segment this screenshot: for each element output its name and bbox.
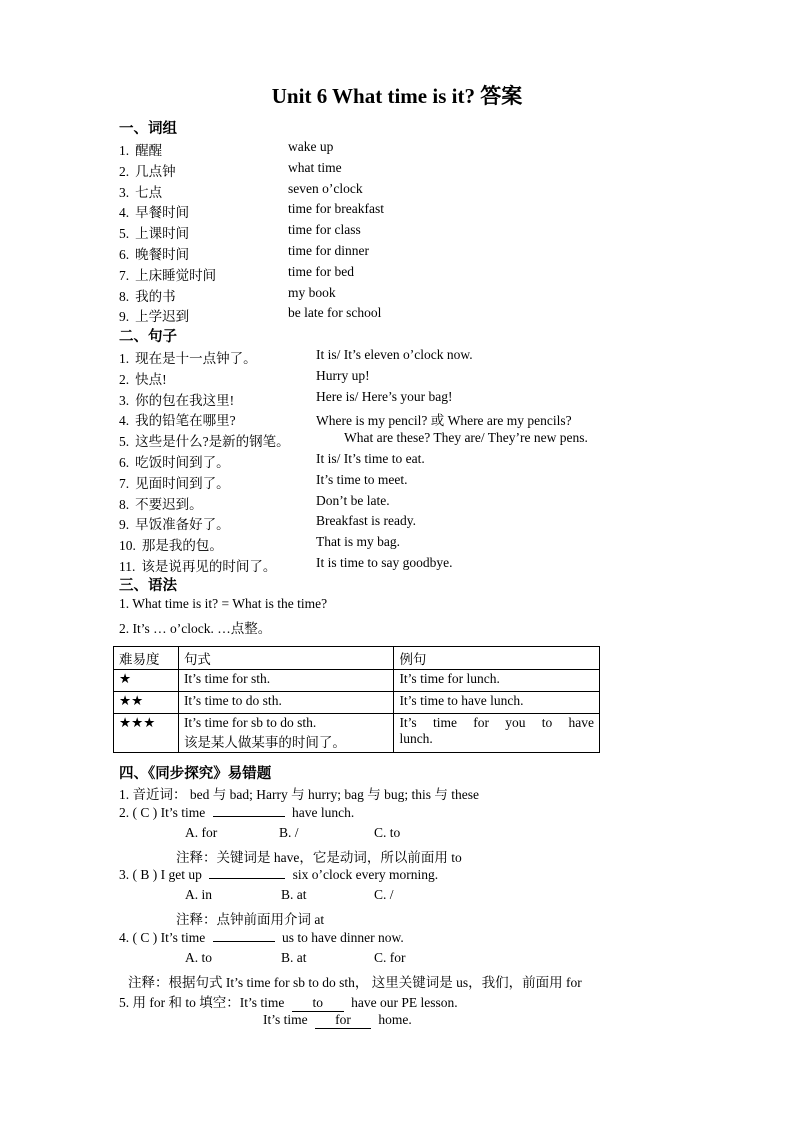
item-english: It is time to say goodbye. xyxy=(316,555,453,570)
filled-blank: to xyxy=(292,995,344,1012)
item-number: 3. xyxy=(119,392,130,408)
question-stem: 2. ( C ) It’s time xyxy=(119,805,206,820)
item-chinese-text: 上床睡觉时间 xyxy=(135,267,217,283)
item-number: 9. xyxy=(119,309,130,325)
section-heading-sentences: 二、句子 xyxy=(119,329,177,345)
item-chinese-text: 晚餐时间 xyxy=(135,247,190,262)
question-stem: 5. 用 for 和 to 填空：It’s time xyxy=(119,995,285,1010)
difficulty-stars: ★ xyxy=(114,670,179,692)
table-header-cell: 例句 xyxy=(394,647,600,670)
item-number: 7. xyxy=(119,475,130,491)
item-english: seven o’clock xyxy=(288,180,363,196)
item-chinese xyxy=(119,534,223,554)
item-chinese-text: 现在是十一点钟了。 xyxy=(135,351,257,366)
section-heading-phrases: 一、词组 xyxy=(119,121,177,137)
item-number: 1. xyxy=(119,143,130,158)
answer-blank xyxy=(213,929,275,942)
option: B. at xyxy=(281,887,307,902)
item-english: It’s time to meet. xyxy=(316,471,408,487)
item-number: 6. xyxy=(119,247,130,262)
answer-blank xyxy=(213,804,285,817)
item-chinese-text: 上学迟到 xyxy=(135,309,190,325)
note: 注释：根据句式 It’s time for sb to do sth， 这里关键词是 us，我们，前面用 for xyxy=(128,975,582,990)
item-number: 9. xyxy=(119,517,130,533)
item-chinese xyxy=(119,181,162,201)
item-chinese xyxy=(119,451,230,471)
item-chinese xyxy=(119,493,203,513)
item-chinese xyxy=(119,368,167,388)
item-number: 7. xyxy=(119,267,130,283)
sentence-pattern: It’s time for sth. xyxy=(178,670,394,692)
grammar-line: 2. It’s … o’clock. …点整。 xyxy=(119,621,272,636)
item-chinese-text: 吃饭时间到了。 xyxy=(135,455,230,470)
item-chinese-text: 我的书 xyxy=(135,288,176,304)
item-chinese xyxy=(119,201,189,221)
item-english: It is/ It’s eleven o’clock now. xyxy=(316,347,473,362)
question-stem: 3. ( B ) I get up xyxy=(119,867,202,882)
item-number: 4. xyxy=(119,205,130,221)
option: C. / xyxy=(374,887,394,902)
sentence-pattern: It’s time to do sth. xyxy=(178,692,394,714)
table-header-cell: 句式 xyxy=(178,647,394,670)
question-2 xyxy=(119,804,354,821)
example-sentence: It’s time for lunch. xyxy=(394,670,600,692)
option: A. to xyxy=(185,950,212,965)
grammar-line: 1. What time is it? = What is the time? xyxy=(119,596,328,611)
item-english: Hurry up! xyxy=(316,367,370,383)
difficulty-stars: ★★★ xyxy=(114,714,179,753)
item-chinese-text: 早餐时间 xyxy=(135,205,190,221)
page-title: Unit 6 What time is it? 答案 xyxy=(271,84,523,108)
question-stem-rest: have lunch. xyxy=(292,805,355,820)
item-number: 8. xyxy=(119,496,130,512)
item-chinese xyxy=(119,555,276,575)
item-number: 4. xyxy=(119,413,130,429)
question-3 xyxy=(119,866,438,883)
item-chinese-text: 见面时间到了。 xyxy=(135,475,230,491)
example-sentence: It’s time to have lunch. xyxy=(394,692,600,714)
item-english: time for dinner xyxy=(288,243,369,258)
section-heading-error-prone: 四、《同步探究》易错题 xyxy=(119,766,272,782)
item-number: 1. xyxy=(119,351,130,366)
item-chinese-text: 我的铅笔在哪里? xyxy=(135,413,236,429)
item-chinese-text: 该是说再见的时间了。 xyxy=(141,559,277,574)
item-chinese-text: 不要迟到。 xyxy=(135,496,203,512)
sentence-pattern xyxy=(178,714,394,753)
table-header-row xyxy=(114,647,600,670)
item-chinese-text: 醒醒 xyxy=(135,143,163,158)
option: C. to xyxy=(374,825,401,840)
item-number: 5. xyxy=(119,434,130,450)
item-number: 11. xyxy=(119,559,136,574)
filled-blank: for xyxy=(315,1012,371,1029)
question-stem-rest: have our PE lesson. xyxy=(351,995,458,1010)
question-4 xyxy=(119,929,404,946)
table-row xyxy=(114,692,600,714)
item-number: 5. xyxy=(119,226,130,242)
item-chinese-text: 快点! xyxy=(135,371,167,387)
item-chinese xyxy=(119,222,189,242)
option: C. for xyxy=(374,950,406,965)
answer-blank xyxy=(209,866,285,879)
item-chinese-text: 这些是什么?是新的钢笔。 xyxy=(135,434,290,450)
item-chinese-text: 早饭准备好了。 xyxy=(135,517,230,533)
item-chinese-text: 几点钟 xyxy=(135,163,176,179)
item-chinese-text: 那是我的包。 xyxy=(141,538,223,554)
item-chinese xyxy=(119,160,176,180)
difficulty-stars: ★★ xyxy=(114,692,179,714)
question-5 xyxy=(119,991,458,1012)
item-chinese-text: 你的包在我这里! xyxy=(135,392,235,408)
item-english: time for bed xyxy=(288,263,354,279)
question-1: 1. 音近词： bed 与 bad; Harry 与 hurry; bag 与 bug; this 与 these xyxy=(119,787,479,802)
example-sentence-line2: lunch. xyxy=(399,731,433,746)
grammar-table xyxy=(113,646,600,753)
note: 注释：点钟前面用介词 at xyxy=(176,912,325,927)
table-row xyxy=(114,714,600,753)
item-chinese xyxy=(119,409,236,429)
item-english: what time xyxy=(288,159,342,175)
item-chinese-text: 上课时间 xyxy=(135,226,190,242)
question-stem: It’s time xyxy=(263,1012,308,1027)
table-row xyxy=(114,670,600,692)
option: B. at xyxy=(281,950,307,965)
option: B. / xyxy=(279,825,299,840)
option: A. for xyxy=(185,825,218,840)
item-number: 10. xyxy=(119,538,136,554)
item-english: That is my bag. xyxy=(316,534,400,550)
question-stem-rest: six o’clock every morning. xyxy=(292,867,439,882)
example-sentence-line1: It’s time for you to have xyxy=(399,715,594,730)
item-chinese xyxy=(119,285,176,305)
item-chinese xyxy=(119,243,189,263)
item-number: 6. xyxy=(119,455,130,470)
item-chinese xyxy=(119,430,290,450)
section-heading-grammar: 三、语法 xyxy=(119,578,177,594)
item-english: time for class xyxy=(288,222,361,238)
table-header-cell: 难易度 xyxy=(114,647,179,670)
item-number: 2. xyxy=(119,371,130,387)
item-english: Here is/ Here’s your bag! xyxy=(316,388,453,404)
item-number: 3. xyxy=(119,184,130,200)
item-chinese xyxy=(119,139,162,159)
item-chinese-text: 七点 xyxy=(135,184,163,200)
item-chinese xyxy=(119,389,234,409)
item-chinese xyxy=(119,472,230,492)
item-english: Breakfast is ready. xyxy=(316,513,416,529)
question-stem-rest: us to have dinner now. xyxy=(282,930,404,945)
item-chinese xyxy=(119,264,216,284)
item-english: my book xyxy=(288,284,336,300)
item-english: wake up xyxy=(288,139,334,154)
question-stem: 4. ( C ) It’s time xyxy=(119,930,206,945)
item-number: 2. xyxy=(119,163,130,179)
example-sentence xyxy=(394,714,600,753)
item-english: Where is my pencil? 或 Where are my pencils? xyxy=(316,413,572,429)
question-5-line2 xyxy=(263,1012,412,1029)
item-number: 8. xyxy=(119,288,130,304)
item-english: time for breakfast xyxy=(288,201,384,217)
item-chinese xyxy=(119,305,189,325)
option: A. in xyxy=(185,887,212,902)
sentence-pattern-cn: 该是某人做某事的时间了。 xyxy=(183,735,346,750)
item-chinese xyxy=(119,347,257,367)
item-chinese xyxy=(119,513,230,533)
note: 注释：关键词是 have，它是动词，所以前面用 to xyxy=(176,850,462,865)
question-stem-rest: home. xyxy=(378,1012,412,1027)
item-english: What are these? They are/ They’re new pens. xyxy=(344,430,588,446)
sentence-pattern-en: It’s time for sb to do sth. xyxy=(183,715,317,730)
item-english: It is/ It’s time to eat. xyxy=(316,451,425,466)
item-english: Don’t be late. xyxy=(316,492,390,508)
item-english: be late for school xyxy=(288,305,382,321)
